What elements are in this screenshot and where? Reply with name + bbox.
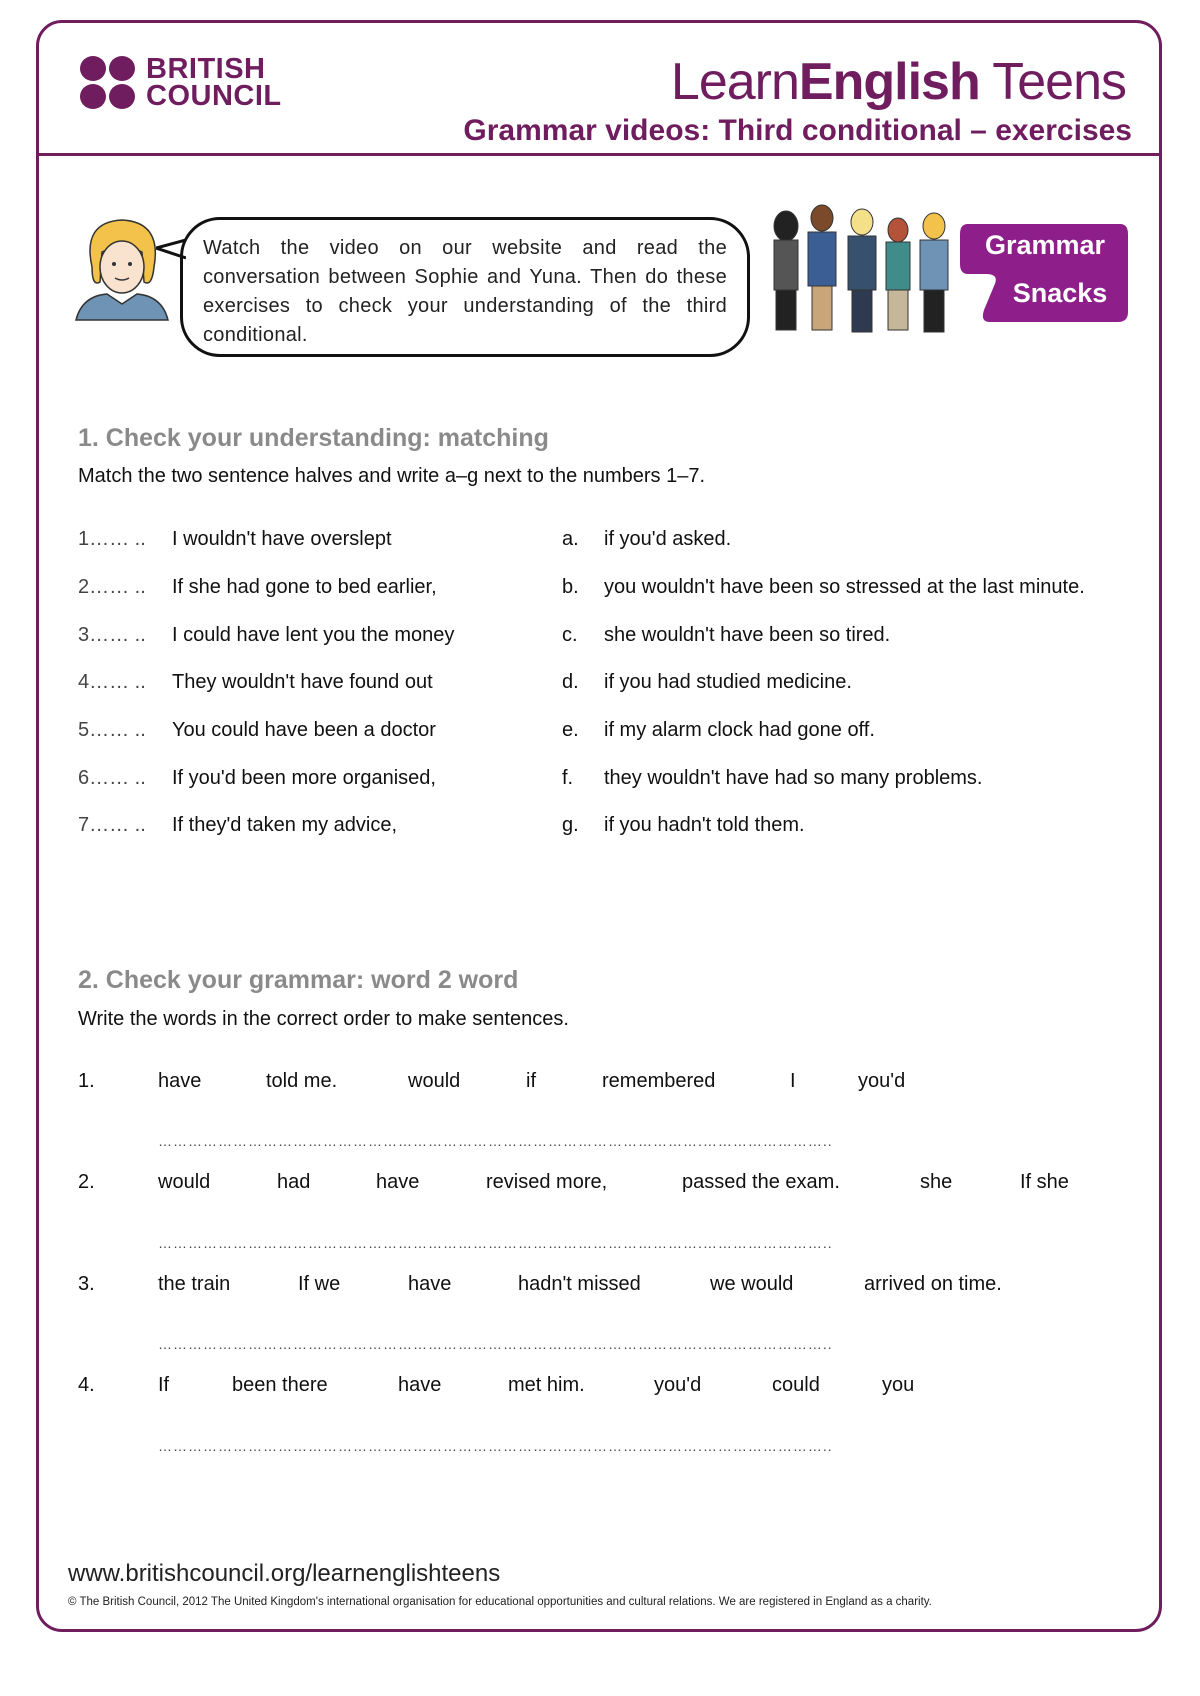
match-right: she wouldn't have been so tired. xyxy=(604,624,891,646)
grammar-snacks-badge xyxy=(960,220,1130,330)
badge-snacks: Snacks xyxy=(1012,278,1108,308)
word-chip: met him. xyxy=(508,1374,585,1396)
word-chip: had xyxy=(277,1171,311,1193)
match-right: if you hadn't told them. xyxy=(604,814,805,836)
match-left: I wouldn't have overslept xyxy=(172,528,392,550)
word-row xyxy=(78,1171,1078,1201)
word-chip: remembered xyxy=(602,1070,716,1092)
footer-copyright: © The British Council, 2012 The United Kingdom's international organisation for educational opportunities and cultural relations. We are registered in England as a charity. xyxy=(68,1596,932,1608)
section2-instruction: Write the words in the correct order to make sentences. xyxy=(78,1008,569,1030)
match-letter: d. xyxy=(562,671,579,693)
match-row xyxy=(78,624,1138,654)
logo-learn: Learn xyxy=(670,53,799,111)
bc-line1: BRITISH xyxy=(146,53,266,85)
teen-characters-icon xyxy=(764,204,974,344)
word-chip: have xyxy=(376,1171,420,1193)
answer-line[interactable]: ……………………………………………………………………………………………….…………………….. xyxy=(158,1133,833,1149)
word-chip: you'd xyxy=(654,1374,702,1396)
word-row-number: 1. xyxy=(78,1070,95,1092)
match-number[interactable]: 6…… .. xyxy=(78,767,146,789)
word-row xyxy=(78,1070,1078,1100)
word-chip: you'd xyxy=(858,1070,906,1092)
word-chip: been there xyxy=(232,1374,328,1396)
word-chip: If we xyxy=(298,1273,341,1295)
word-row xyxy=(78,1374,1078,1404)
word-chip: If xyxy=(158,1374,170,1396)
badge-grammar: Grammar xyxy=(984,230,1106,260)
word-chip: we would xyxy=(710,1273,794,1295)
match-left: If she had gone to bed earlier, xyxy=(172,576,437,598)
word-chip: passed the exam. xyxy=(682,1171,840,1193)
match-letter: b. xyxy=(562,576,579,598)
british-council-dots-icon xyxy=(80,56,136,110)
match-letter: g. xyxy=(562,814,579,836)
word-chip: have xyxy=(398,1374,442,1396)
footer-url[interactable]: www.britishcouncil.org/learnenglishteens xyxy=(68,1560,501,1587)
match-letter: c. xyxy=(562,624,578,646)
match-number[interactable]: 5…… .. xyxy=(78,719,146,741)
match-row xyxy=(78,528,1138,558)
answer-line[interactable]: ……………………………………………………………………………………………….…………………….. xyxy=(158,1438,833,1454)
word-chip: would xyxy=(158,1171,211,1193)
sophie-avatar-icon xyxy=(72,212,172,322)
word-row-number: 4. xyxy=(78,1374,95,1396)
word-chip: you xyxy=(882,1374,915,1396)
match-number[interactable]: 4…… .. xyxy=(78,671,146,693)
match-left: They wouldn't have found out xyxy=(172,671,433,693)
word-chip: have xyxy=(158,1070,202,1092)
match-number[interactable]: 2…… .. xyxy=(78,576,146,598)
word-row-number: 2. xyxy=(78,1171,95,1193)
word-chip: If she xyxy=(1020,1171,1069,1193)
header-divider xyxy=(36,153,1162,156)
section2-title: 2. Check your grammar: word 2 word xyxy=(78,966,519,994)
british-council-logo xyxy=(80,53,282,112)
section1-title: 1. Check your understanding: matching xyxy=(78,424,549,452)
logo-teens: Teens xyxy=(979,53,1126,111)
learnenglish-teens-logo xyxy=(671,52,1126,112)
answer-line[interactable]: ……………………………………………………………………………………………….…………………….. xyxy=(158,1336,833,1352)
word-chip: told me. xyxy=(266,1070,338,1092)
word-row xyxy=(78,1273,1078,1303)
match-letter: e. xyxy=(562,719,579,741)
word-row-number: 3. xyxy=(78,1273,95,1295)
word-chip: the train xyxy=(158,1273,231,1295)
word-chip: revised more, xyxy=(486,1171,608,1193)
page-title: Grammar videos: Third conditional – exercises xyxy=(463,114,1132,147)
section1-instruction: Match the two sentence halves and write a–g next to the numbers 1–7. xyxy=(78,465,706,487)
match-number[interactable]: 7…… .. xyxy=(78,814,146,836)
bc-line2: COUNCIL xyxy=(146,80,282,112)
answer-line[interactable]: ……………………………………………………………………………………………….…………………….. xyxy=(158,1235,833,1251)
match-left: I could have lent you the money xyxy=(172,624,455,646)
match-right: if you had studied medicine. xyxy=(604,671,852,693)
word-chip: would xyxy=(408,1070,461,1092)
match-letter: a. xyxy=(562,528,579,550)
match-left: If you'd been more organised, xyxy=(172,767,436,789)
match-right: if you'd asked. xyxy=(604,528,732,550)
intro-speech-bubble: Watch the video on our website and read the conversation between Sophie and Yuna. Then do these exercises to check your understanding of the third conditional. xyxy=(180,217,750,357)
match-left: You could have been a doctor xyxy=(172,719,436,741)
match-row xyxy=(78,767,1138,797)
word-chip: she xyxy=(920,1171,953,1193)
match-row xyxy=(78,671,1138,701)
word-chip: arrived on time. xyxy=(864,1273,1002,1295)
word-chip: I xyxy=(790,1070,796,1092)
match-right: they wouldn't have had so many problems. xyxy=(604,767,983,789)
match-row xyxy=(78,814,1138,844)
match-left: If they'd taken my advice, xyxy=(172,814,398,836)
match-row xyxy=(78,576,1138,606)
match-right: you wouldn't have been so stressed at the last minute. xyxy=(604,576,1085,598)
logo-english: English xyxy=(798,53,980,111)
match-number[interactable]: 1…… .. xyxy=(78,528,146,550)
word-chip: could xyxy=(772,1374,820,1396)
match-letter: f. xyxy=(562,767,574,789)
match-right: if my alarm clock had gone off. xyxy=(604,719,875,741)
word-chip: if xyxy=(526,1070,536,1092)
match-row xyxy=(78,719,1138,749)
match-number[interactable]: 3…… .. xyxy=(78,624,146,646)
word-chip: have xyxy=(408,1273,452,1295)
word-chip: hadn't missed xyxy=(518,1273,641,1295)
